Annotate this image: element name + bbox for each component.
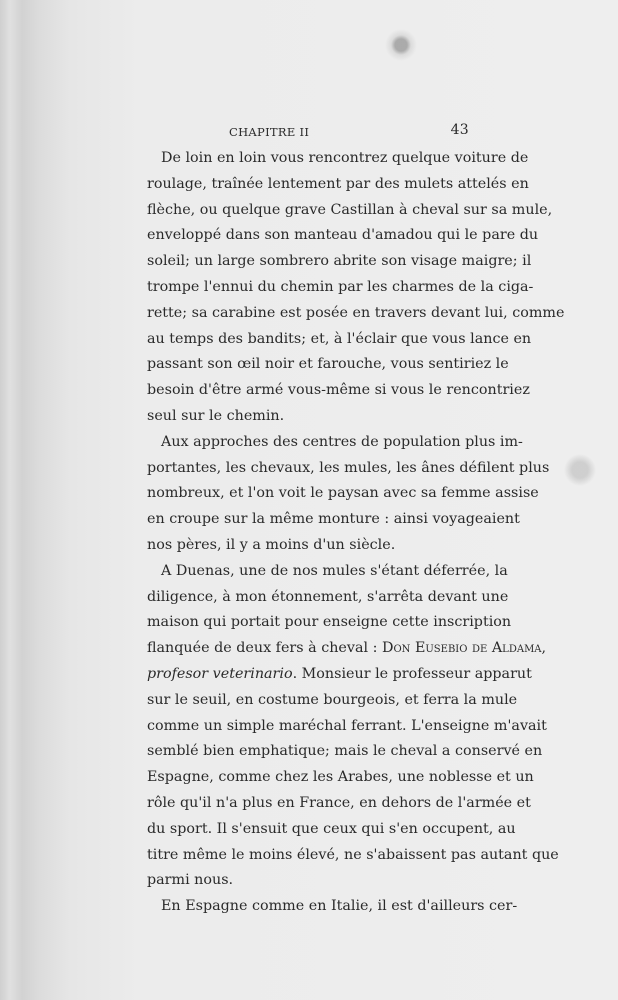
text-line: maison qui portait pour enseigne cette inscription [147,614,512,631]
text-run: , [541,640,547,657]
text-line: comme un simple maréchal ferrant. L'enseigne m'avait [147,717,547,734]
paragraph [147,559,559,894]
text-line: De loin en loin vous rencontrez quelque voiture de [161,150,529,166]
text-line: parmi nous. [147,872,234,889]
text-run: flanquée de deux fers à cheval : [147,640,382,657]
text-line: flèche, ou quelque grave Castillan à cheval sur sa mule, [147,201,553,218]
text-line: au temps des bandits; et, à l'éclair que vous lance en [147,330,532,347]
paragraph [147,894,518,920]
text-line: roulage, traînée lentement par des mulets attelés en [147,175,529,192]
text-line: semblé bien emphatique; mais le cheval a conservé en [147,743,543,760]
text-line: trompe l'ennui du chemin par les charmes de la ciga- [147,278,534,295]
paragraph [147,430,550,559]
text-line: nos pères, il y a moins d'un siècle. [147,536,396,553]
text-line [147,662,532,688]
page-number: 43 [450,122,469,138]
text-line [147,636,547,662]
small-caps-name: Don Eusebio de Aldama [381,640,542,657]
text-line: A Duenas, une de nos mules s'étant déferrée, la [161,562,508,579]
text-line: portantes, les chevaux, les mules, les ânes défilent plus [147,459,550,476]
text-line: enveloppé dans son manteau d'amadou qui le pare du [147,227,539,244]
text-line: du sport. Il s'ensuit que ceux qui s'en occupent, au [147,820,516,837]
text-line: En Espagne comme en Italie, il est d'ailleurs cer- [161,898,518,915]
text-line: rette; sa carabine est posée en travers devant lui, comme [147,304,565,321]
text-line: titre même le moins élevé, ne s'abaissent pas autant que [147,846,559,863]
running-title: CHAPITRE II [229,125,310,139]
text-line: Aux approches des centres de population plus im- [161,433,523,450]
text-line: passant son œil noir et farouche, vous sentiriez le [147,356,509,373]
text-line: besoin d'être armé vous-même si vous le rencontriez [147,382,530,399]
text-line: seul sur le chemin. [147,407,285,424]
running-header [147,122,469,142]
text-line: nombreux, et l'on voit le paysan avec sa femme assise [147,485,539,502]
italic-title: profesor veterinario [147,665,293,682]
body-text [147,146,565,920]
text-line: rôle qu'il n'a plus en France, en dehors de l'armée et [147,794,531,811]
text-line: en croupe sur la même monture : ainsi voyageaient [147,511,520,528]
text-line: diligence, à mon étonnement, s'arrêta devant une [147,588,509,605]
text-line: sur le seuil, en costume bourgeois, et ferra la mule [147,691,518,708]
text-line: Espagne, comme chez les Arabes, une noblesse et un [147,769,534,786]
text-run: . Monsieur le professeur apparut [292,665,532,682]
text-line: soleil; un large sombrero abrite son visage maigre; il [147,253,532,270]
paragraph [147,146,565,430]
